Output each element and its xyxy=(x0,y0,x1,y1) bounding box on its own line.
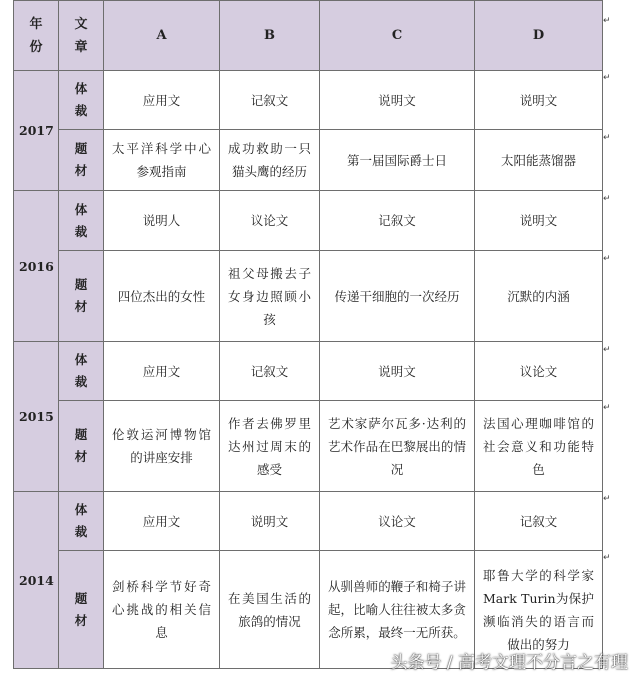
topic-cell: 耶鲁大学的科学家Mark Turin为保护濒临消失的语言而做出的努力 xyxy=(475,551,603,669)
year-cell: 2014 xyxy=(14,492,59,669)
genre-label: 体 裁 xyxy=(59,71,104,130)
genre-cell: 记叙文 xyxy=(220,342,320,401)
row-end-mark-icon: ↵ xyxy=(603,254,611,264)
topic-cell: 四位杰出的女性 xyxy=(104,251,220,342)
topic-label: 题 材 xyxy=(59,401,104,492)
year-cell: 2015 xyxy=(14,342,59,492)
topic-cell: 在美国生活的旅鸽的情况 xyxy=(220,551,320,669)
genre-row-2014 xyxy=(14,492,603,551)
row-end-mark-icon: ↵ xyxy=(603,553,611,563)
row-end-mark-icon: ↵ xyxy=(603,194,611,204)
row-end-mark-icon: ↵ xyxy=(603,403,611,413)
genre-cell: 议论文 xyxy=(220,191,320,251)
option-b-header: B xyxy=(220,1,320,71)
genre-label: 体 裁 xyxy=(59,191,104,251)
topic-row-2017 xyxy=(14,130,603,191)
genre-label: 体 裁 xyxy=(59,342,104,401)
genre-label: 体 裁 xyxy=(59,492,104,551)
row-end-mark-icon: ↵ xyxy=(603,345,611,355)
topic-label: 题 材 xyxy=(59,130,104,191)
row-end-mark-icon: ↵ xyxy=(603,16,611,26)
genre-cell: 记叙文 xyxy=(320,191,475,251)
topic-row-2015 xyxy=(14,401,603,492)
genre-cell: 说明文 xyxy=(475,191,603,251)
year-cell: 2016 xyxy=(14,191,59,342)
genre-cell: 说明文 xyxy=(320,71,475,130)
year-cell: 2017 xyxy=(14,71,59,191)
topic-cell: 沉默的内涵 xyxy=(475,251,603,342)
option-a-header: A xyxy=(104,1,220,71)
genre-cell: 记叙文 xyxy=(475,492,603,551)
year-header: 年 份 xyxy=(14,1,59,71)
genre-cell: 议论文 xyxy=(475,342,603,401)
topic-cell: 伦敦运河博物馆的讲座安排 xyxy=(104,401,220,492)
topic-row-2016 xyxy=(14,251,603,342)
article-header: 文 章 xyxy=(59,1,104,71)
topic-cell: 太阳能蒸馏器 xyxy=(475,130,603,191)
topic-cell: 成功救助一只猫头鹰的经历 xyxy=(220,130,320,191)
genre-cell: 应用文 xyxy=(104,71,220,130)
genre-cell: 应用文 xyxy=(104,492,220,551)
genre-cell: 说明文 xyxy=(475,71,603,130)
topic-label: 题 材 xyxy=(59,551,104,669)
option-d-header: D xyxy=(475,1,603,71)
genre-cell: 议论文 xyxy=(320,492,475,551)
genre-cell: 说明文 xyxy=(320,342,475,401)
genre-row-2016 xyxy=(14,191,603,251)
option-c-header: C xyxy=(320,1,475,71)
topic-cell: 太平洋科学中心参观指南 xyxy=(104,130,220,191)
row-end-mark-icon: ↵ xyxy=(603,494,611,504)
row-end-mark-icon: ↵ xyxy=(603,133,611,143)
row-end-mark-icon: ↵ xyxy=(603,73,611,83)
topic-cell: 从驯兽师的鞭子和椅子讲起，比喻人往往被太多贪念所累，最终一无所获。 xyxy=(320,551,475,669)
topic-cell: 艺术家萨尔瓦多·达利的艺术作品在巴黎展出的情况 xyxy=(320,401,475,492)
topic-cell: 传递干细胞的一次经历 xyxy=(320,251,475,342)
genre-cell: 应用文 xyxy=(104,342,220,401)
topic-cell: 剑桥科学节好奇心挑战的相关信息 xyxy=(104,551,220,669)
topic-cell: 第一届国际爵士日 xyxy=(320,130,475,191)
topic-cell: 法国心理咖啡馆的社会意义和功能特色 xyxy=(475,401,603,492)
genre-cell: 说明文 xyxy=(220,492,320,551)
header-row xyxy=(14,1,603,71)
watermark: 头条号 / 高考文理不分言之有理 xyxy=(390,653,628,673)
topic-label: 题 材 xyxy=(59,251,104,342)
genre-cell: 说明人 xyxy=(104,191,220,251)
genre-row-2017 xyxy=(14,71,603,130)
genre-cell: 记叙文 xyxy=(220,71,320,130)
genre-row-2015 xyxy=(14,342,603,401)
exam-table xyxy=(13,0,603,669)
topic-cell: 作者去佛罗里达州过周末的感受 xyxy=(220,401,320,492)
topic-cell: 祖父母搬去子女身边照顾小孩 xyxy=(220,251,320,342)
